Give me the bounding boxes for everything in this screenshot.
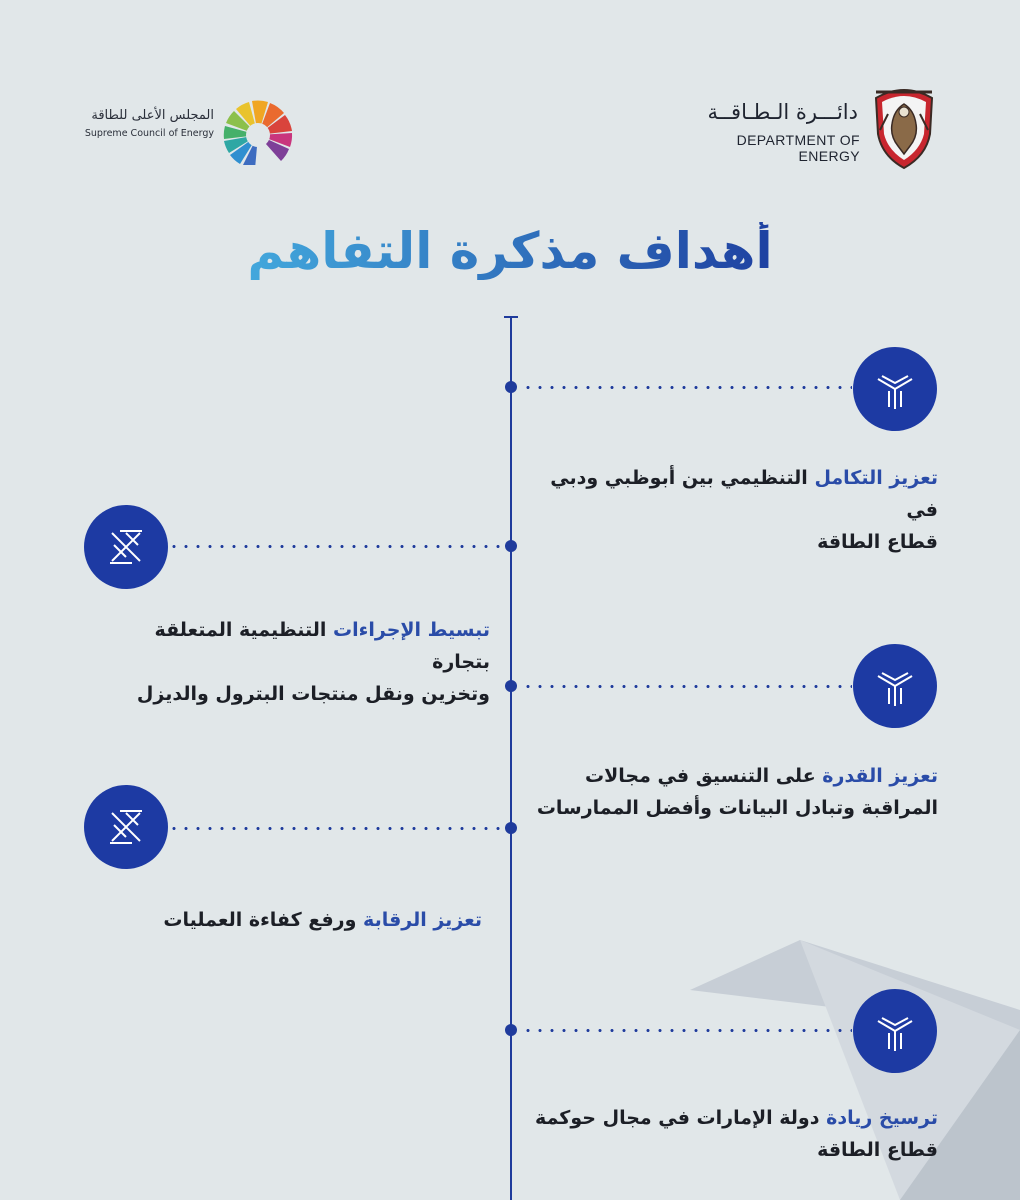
goal-badge [853,347,937,431]
doe-name-english: DEPARTMENT OF ENERGY [736,132,860,164]
doe-name-arabic: دائـــرة الـطـاقــة [707,100,858,124]
sce-name-arabic: المجلس الأعلى للطاقة [91,108,214,123]
goal-text: التنظيمي بين أبوظبي ودبي في [550,467,938,521]
goal-text-4 [100,904,482,936]
goal-text: ورفع كفاءة العمليات [163,909,364,931]
x-shape-icon [84,505,168,589]
connector-dots [522,1029,852,1032]
timeline-node [505,381,517,393]
connector-dots [168,827,500,830]
timeline-node [505,1024,517,1036]
y-shape-icon [853,347,937,431]
y-shape-icon [853,989,937,1073]
goal-text: التنظيمية المتعلقة بتجارة [154,619,490,673]
goal-badge [853,989,937,1073]
goal-highlight: ترسيخ ريادة [826,1107,938,1129]
connector-dots [168,545,500,548]
goal-text: على التنسيق في مجالات [585,765,823,787]
connector-dots [522,386,852,389]
goal-text-line2: المراقبة وتبادل البيانات وأفضل الممارسات [536,797,938,819]
y-shape-icon [853,644,937,728]
goal-text-5 [520,1102,938,1166]
x-shape-icon [84,785,168,869]
goal-highlight: تبسيط الإجراءات [333,619,490,641]
timeline-node [505,680,517,692]
goal-highlight: تعزيز القدرة [822,765,938,787]
goal-badge [853,644,937,728]
goal-badge [84,785,168,869]
timeline-node [505,540,517,552]
goal-text-line2: قطاع الطاقة [817,531,938,553]
abu-dhabi-falcon-emblem-icon [868,84,940,170]
goal-highlight: تعزيز الرقابة [363,909,482,931]
sce-name-english: Supreme Council of Energy [84,128,214,139]
goal-highlight: تعزيز التكامل [814,467,938,489]
goal-text-1 [520,462,938,558]
goal-text-2 [100,614,490,710]
goal-badge [84,505,168,589]
page-title: أهداف مذكرة التفاهم [240,222,780,280]
connector-dots [522,685,852,688]
goal-text-line2: قطاع الطاقة [817,1139,938,1161]
goal-text: دولة الإمارات في مجال حوكمة [535,1107,827,1129]
goal-text-line2: وتخزين ونقل منتجات البترول والديزل [136,683,490,705]
goal-text-3 [520,760,938,824]
timeline-node [505,822,517,834]
timeline-axis [510,318,512,1200]
